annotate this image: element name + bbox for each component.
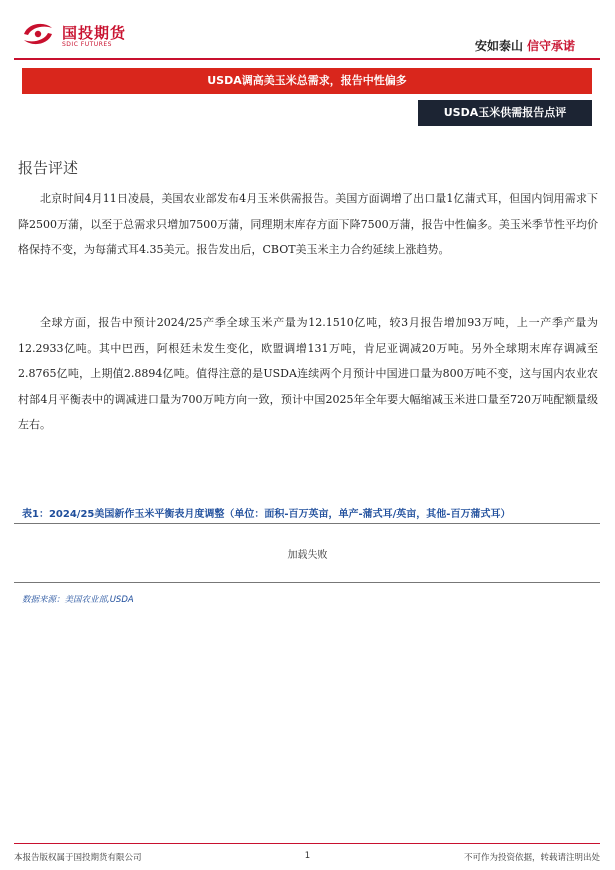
report-title-banner: USDA调高美玉米总需求，报告中性偏多 [22, 68, 592, 94]
header-divider [14, 58, 600, 60]
report-type-banner: USDA玉米供需报告点评 [418, 100, 592, 126]
copyright-notice: 本报告版权属于国投期货有限公司 [14, 853, 142, 863]
slogan-part-2: 信守承诺 [526, 39, 575, 53]
logo-chinese-name: 国投期货 [62, 24, 127, 42]
logo-english-name: SDIC FUTURES [62, 41, 112, 48]
body-paragraph-1: 北京时间4月11日凌晨，美国农业部发布4月玉米供需报告。美国方面调增了出口量1亿蒲式耳，但国内饲用需求下降2500万蒲，以至于总需求只增加7500万蒲，同理期末库存方面下降7500万蒲，报告中性偏多。美玉米季节性平均价格保持不变，为每蒲式耳4.35美元。报告发出后，CBOT美玉米主力合约延续上涨趋势。 [18, 192, 598, 256]
sdic-logo-icon [22, 20, 54, 48]
table-caption: 表1：2024/25美国新作玉米平衡表月度调整（单位：面积-百万英亩，单产-蒲式耳/英亩，其他-百万蒲式耳） [22, 509, 511, 520]
header-slogan [475, 37, 575, 54]
data-source-note: 数据来源：美国农业部,USDA [22, 595, 134, 605]
footer-divider [14, 843, 600, 844]
section-title: 报告评述 [18, 159, 79, 177]
table-load-failed-text: 加载失败 [287, 550, 328, 561]
disclaimer-notice: 不可作为投资依据，转载请注明出处 [463, 853, 600, 863]
company-logo [22, 20, 162, 50]
table-bottom-rule [14, 582, 600, 583]
page-number: 1 [304, 851, 311, 861]
table-top-rule [14, 523, 600, 524]
body-paragraph-2: 全球方面，报告中预计2024/25产季全球玉米产量为12.1510亿吨，较3月报告增加93万吨，上一产季产量为12.2933亿吨。其中巴西，阿根廷未发生变化，欧盟调增131万吨，肯尼亚调减20万吨。另外全球期末库存调减至2.8765亿吨，上期值2.8894亿吨。值得注意的是USDA连续两个月预计中国进口量为800万吨不变，这与国内农业农村部4月平衡表中的调减进口量为700万吨方向一致，预计中国2025年全年要大幅缩减玉米进口量至720万吨配额量级左右。 [18, 316, 598, 431]
slogan-part-1: 安如泰山 [474, 39, 523, 53]
